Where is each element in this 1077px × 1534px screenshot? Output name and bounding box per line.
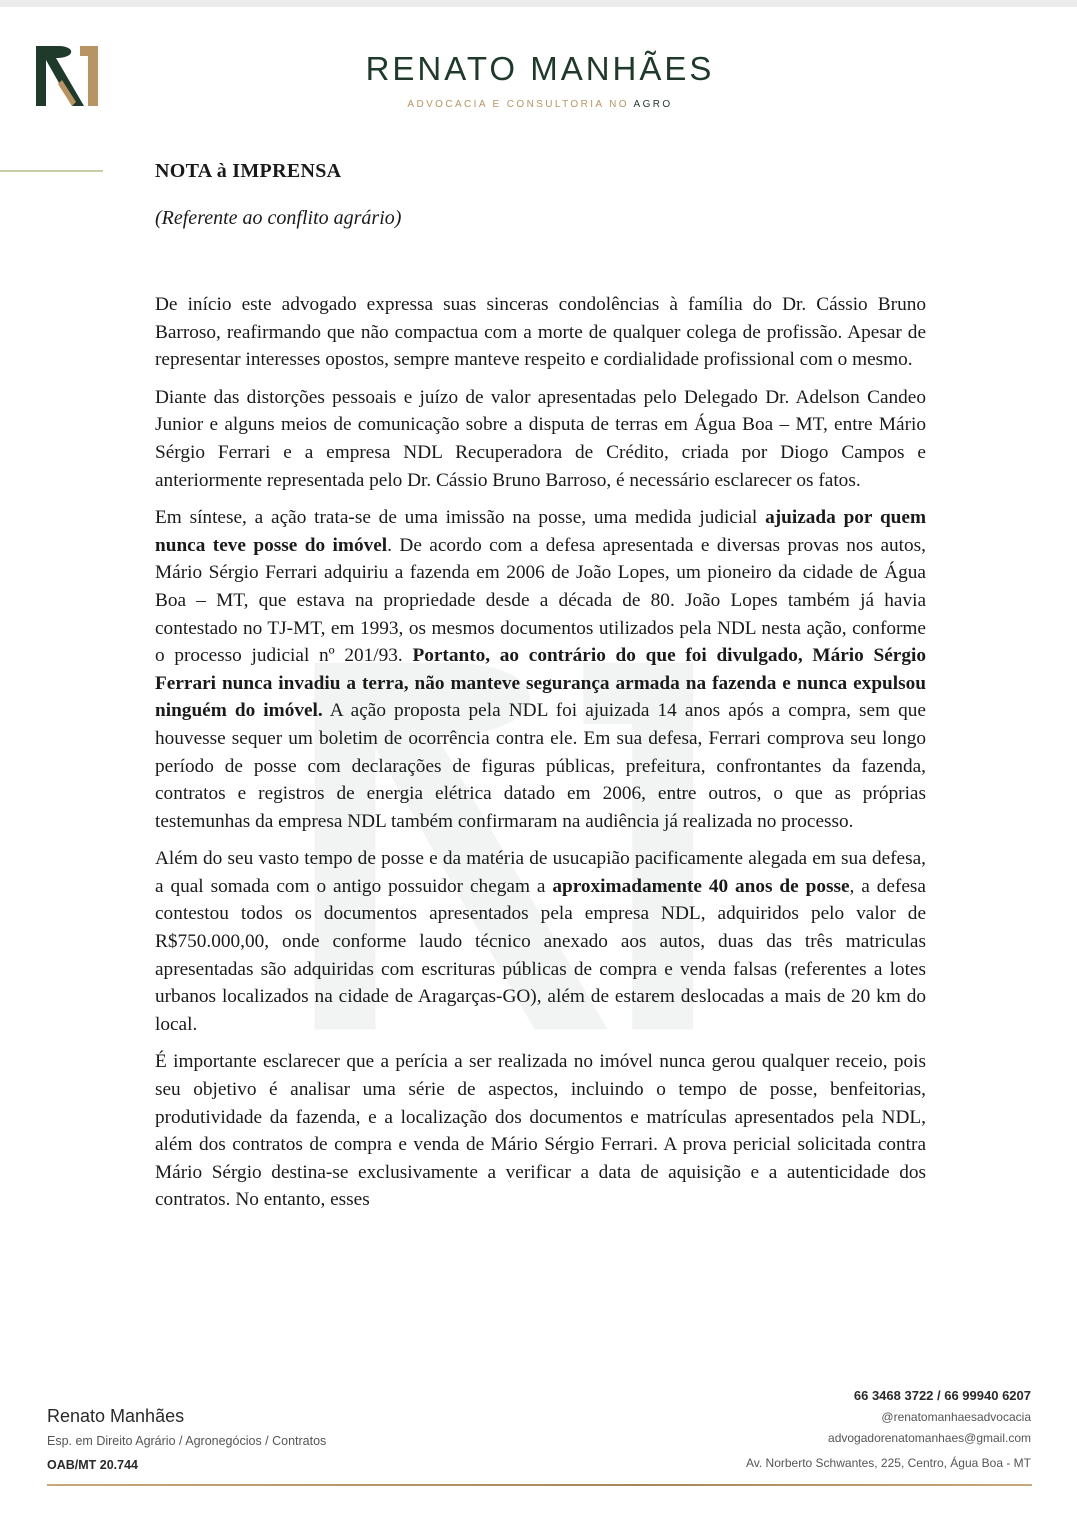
page-top-edge [0, 0, 1077, 7]
paragraph-run: Além do seu vasto tempo de posse e da matéria de usucapião pacificamente alegada em sua defesa, a qual somada com o antigo possuidor chegam a [155, 848, 926, 897]
document-title: NOTA à IMPRENSA [155, 160, 342, 182]
footer-divider [47, 1484, 1032, 1486]
brand-tagline [300, 99, 780, 110]
paragraph-bold-run: aproximadamente 40 anos de posse [552, 875, 850, 897]
document-subtitle: (Referente ao conflito agrário) [155, 207, 402, 229]
brand-name: RENATO MANHÃES [365, 50, 715, 87]
document-body [155, 291, 926, 1224]
paragraph-run: . De acordo com a defesa apresentada e diversas provas nos autos, Mário Sérgio Ferrari adquiriu a fazenda em 2006 de João Lopes, um pioneiro da cidade de Água Boa – MT, que estava na propriedade desde a década de 80. João Lopes também já havia contestado no TJ-MT, em 1993, os mesmos documentos utilizados pela NDL nesta ação, conforme o processo judicial nº 201/93. [155, 534, 926, 667]
paragraph-run: Diante das distorções pessoais e juízo de valor apresentadas pelo Delegado Dr. Adelson Candeo Junior e alguns meios de comunicação sobre a disputa de terras em Água Boa – MT, entre Mário Sérgio Ferrari e a empresa NDL Recuperadora de Crédito, criada por Diogo Campos e anteriormente representada pelo Dr. Cássio Bruno Barroso, é necessário esclarecer os fatos. [155, 386, 926, 491]
footer-oab: OAB/MT 20.744 [47, 1458, 139, 1472]
paragraph-bold-run: ajuizada por quem nunca teve posse do imóvel [155, 507, 927, 556]
body-paragraph [155, 384, 926, 494]
footer-instagram: @renatomanhaesadvocacia [881, 1410, 1031, 1424]
paragraph-run: A ação proposta pela NDL foi ajuizada 14 anos após a compra, sem que houvesse sequer um boletim de ocorrência contra ele. Em sua defesa, Ferrari comprova seu longo período de posse com declarações de figuras públicas, prefeitura, confrontantes da fazenda, contratos e registros de energia elétrica datado em 2006, entre outros, o que as próprias testemunhas da empresa NDL também confirmaram na audiência já realizada no processo. [155, 700, 926, 832]
footer-specialty: Esp. em Direito Agrário / Agronegócios / Contratos [47, 1434, 327, 1448]
paragraph-run: De início este advogado expressa suas sinceras condolências à família do Dr. Cássio Bruno Barroso, reafirmando que não compactua com a morte de qualquer colega de profissão. Apesar de representar interesses opostos, sempre manteve respeito e cordialidade profissional com o mesmo. [155, 294, 926, 371]
left-accent-line [0, 170, 103, 172]
body-paragraph [155, 1048, 926, 1214]
footer-name: Renato Manhães [47, 1406, 185, 1426]
footer-phones: 66 3468 3722 / 66 99940 6207 [853, 1388, 1031, 1403]
paragraph-run: É importante esclarecer que a perícia a ser realizada no imóvel nunca gerou qualquer receio, pois seu objetivo é analisar uma série de aspectos, incluindo o tempo de posse, benfeitorias, produtividade da fazenda, e a localização dos documentos e matrículas apresentados pela NDL, além dos contratos de compra e venda de Mário Sérgio Ferrari. A prova pericial solicitada contra Mário Sérgio destina-se exclusivamente a verificar a data de aquisição e a autenticidade dos contratos. No entanto, esses [155, 1051, 926, 1211]
paragraph-run: Em síntese, a ação trata-se de uma imissão na posse, uma medida judicial [155, 507, 766, 529]
brand-tagline-end: AGRO [633, 99, 673, 110]
body-paragraph [155, 504, 926, 835]
footer-address: Av. Norberto Schwantes, 225, Centro, Água Boa - MT [745, 1456, 1031, 1470]
brand-tagline-main: ADVOCACIA E CONSULTORIA NO [407, 99, 629, 110]
body-paragraph [155, 845, 926, 1038]
paragraph-bold-run: Portanto, ao contrário do que foi divulgado, Mário Sérgio Ferrari nunca invadiu a terra, não manteve segurança armada na fazenda e nunca expulsou ninguém do imóvel. [155, 645, 926, 722]
paragraph-run: , a defesa contestou todos os documentos apresentados pela empresa NDL, adquiridos pelo valor de R$750.000,00, onde conforme laudo técnico anexado aos autos, duas das três matriculas apresentadas são adquiridas com escrituras públicas de compra e venda falsas (referentes a lotes urbanos localizados na cidade de Aragarças-GO), além de estarem deslocadas a mais de 20 km do local. [155, 875, 926, 1035]
body-paragraph [155, 291, 926, 374]
footer-email: advogadorenatomanhaes@gmail.com [828, 1431, 1031, 1445]
rm-logo-icon [32, 40, 104, 110]
